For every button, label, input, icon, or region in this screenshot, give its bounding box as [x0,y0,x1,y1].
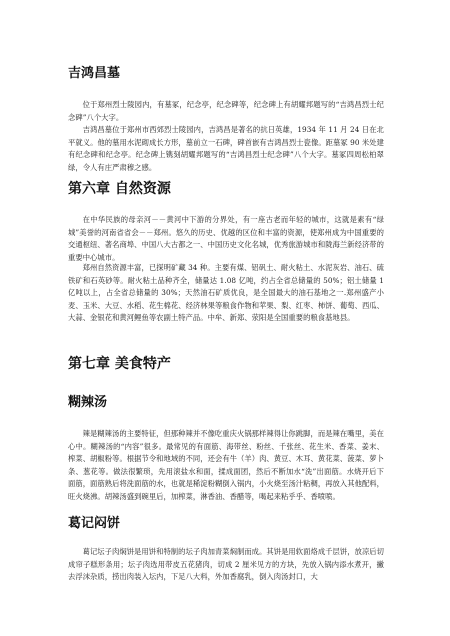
paragraph: 在中华民族的母亲河－－黄河中下游的分界处，有一座古老而年轻的城市，这就是素有“绿城”美誉的河南省省会－－郑州。悠久的历史、优越的区位和丰富的资源，使郑州成为中国重要的交通枢纽、著名商埠、中国八大古都之一、中国历史文化名城，优秀旅游城市和陇海兰新经济带的重要中心城市。 [68,215,384,262]
section-heading-jihongchang-tomb: 吉鸿昌墓 [68,66,121,81]
chapter-heading-natural-resources: 第六章 自然资源 [68,181,171,197]
paragraph: 葛记坛子肉焖饼是用饼和特制的坛子肉加青菜焖制而成。其饼是用软面烙成千层饼，放凉后切成帘子糕形条用；坛子肉选用带皮五花猪肉，切成 2 厘米见方的方块，先放入锅内添水煮开，撇去浮沫杂质，捞出肉装入坛内，下足八大料，外加香腐乳，倒入肉汤封口，大 [68,547,384,582]
paragraph: 吉鸿昌墓位于郑州市西郊烈士陵园内，吉鸿昌是著名的抗日英雄，1934 年 11 月 24 日在北平就义。他的墓用水泥砌成长方形，墓前立一石碑，碑首嵌有吉鸿昌烈士瓷像。距墓冢 90 米处建有纪念碑和纪念亭。纪念碑上镌刻胡耀邦题写的“吉鸿昌烈士纪念碑”八个大字。墓冢四周松柏翠绿，令人有庄严肃穆之感。 [68,125,384,172]
section-heading-hulatang: 糊辣汤 [68,395,108,410]
chapter-heading-food-specialties: 第七章 美食特产 [68,356,171,372]
paragraph: 位于郑州烈士陵园内，有墓冢，纪念亭，纪念碑等，纪念碑上有胡耀邦题写的“吉鸿昌烈士纪念碑”八个大字。 [68,100,384,122]
section-heading-geji-menbing: 葛记闷饼 [68,516,121,531]
paragraph: 辣是糊辣汤的主要特征，但那种辣并不像吃重庆火锅那样辣得让你跳脚，而是辣在嘴里，美在心中。糊辣汤的“内容”很多。最常见的有面筋、海带丝、粉丝、千张丝、花生米、香菜、姜末、榨菜、胡椒粉等。根据节令和地域的不同，还会有牛（羊）肉、黄豆、木耳、黄花菜、菠菜、萝卜条、葱花等。做法很繁琐，先用滚盐水和面，揉成面团，然后不断加水“洗”出面筋。水烧开后下面筋，面筋熟后将洗面筋的水，也就是稀淀粉糊倒入锅内，小火烧至汤汁粘稠，再放入其他配料，旺火烧沸。胡辣汤盛到碗里后，加榨菜，淋香油、香醋等，喝起来粘乎乎、香喷喷。 [68,429,384,501]
paragraph: 郑州自然资源丰富，已探明矿藏 34 种。主要有煤、铝矾土、耐火粘土、水泥灰岩、油石、硫铁矿和石英砂等。耐火粘土品种齐全，储量达 1.08 亿吨，约占全省总储量的 50%；铝土储量 1 亿吨以上，占全省总储量的 30%；天然油石矿质优良，是全国最大的油石基地之一.郑州盛产小麦、玉米、大豆、水稻、花生棉花、经济林果等粮食作物和苹果、梨、红枣、柿饼、葡萄、西瓜、大蒜、金银花和黄河鲤鱼等农副土特产品。中牟、新郑、荥阳是全国重要的粮食基地县。 [68,263,384,323]
